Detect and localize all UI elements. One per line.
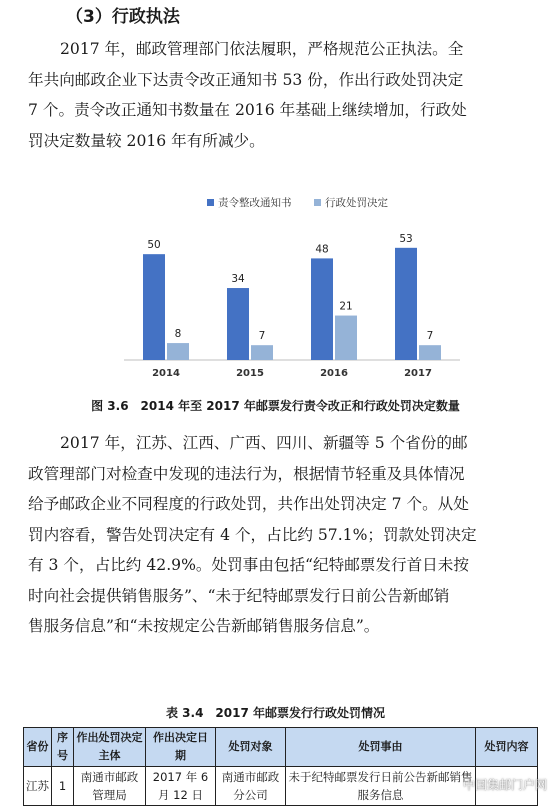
- x-tick-label: 2014: [152, 368, 180, 379]
- header-content: 处罚内容: [476, 728, 538, 767]
- paragraph-line: 有 3 个，占比约 42.9%。处罚事由包括“纪特邮票发行首日未按: [28, 556, 469, 574]
- data-label: 8: [174, 328, 182, 341]
- data-label: 53: [399, 232, 413, 245]
- x-tick-label: 2017: [404, 368, 432, 379]
- data-label: 7: [426, 330, 434, 343]
- table-header-row: [24, 728, 538, 767]
- data-label: 34: [231, 273, 245, 286]
- cell-target: 南通市邮政分公司: [216, 767, 286, 806]
- header-reason: 处罚事由: [286, 728, 476, 767]
- paragraph-line: 罚决定数量较 2016 年有所减少。: [28, 131, 265, 150]
- cell-reason: 未于纪特邮票发行日前公告新邮销售服务信息: [286, 767, 476, 806]
- x-tick-label: 2015: [236, 368, 264, 379]
- paragraph-line: 7 个。责令改正通知书数量在 2016 年基础上继续增加，行政处: [28, 101, 467, 119]
- bar: [143, 254, 165, 360]
- legend-label: 行政处罚决定: [325, 197, 388, 209]
- cell-index: 1: [52, 767, 74, 806]
- table-row: [24, 767, 538, 806]
- header-date: 作出决定日期: [146, 728, 216, 767]
- paragraph-line: 2017 年，邮政管理部门依法履职，严格规范公正执法。全: [60, 40, 464, 58]
- cell-issuer: 南通市邮政管理局: [74, 767, 146, 806]
- penalty-paragraph: [28, 428, 528, 642]
- cell-province: 江苏: [24, 767, 52, 806]
- legend-label: 责令整改通知书: [218, 197, 292, 209]
- data-label: 50: [147, 239, 161, 252]
- table-caption: 表 3.4 2017 年邮票发行行政处罚情况: [165, 706, 385, 720]
- bar: [311, 258, 333, 360]
- bar-chart: [0, 188, 551, 388]
- data-label: 7: [258, 330, 266, 343]
- paragraph-line: 罚内容看，警告处罚决定有 4 个，占比约 57.1%；罚款处罚决定: [28, 525, 477, 544]
- header-index: 序号: [52, 728, 74, 767]
- header-issuer: 作出处罚决定主体: [74, 728, 146, 767]
- bar: [395, 248, 417, 360]
- figure-caption: 图 3.6 2014 年至 2017 年邮票发行责令改正和行政处罚决定数量: [91, 399, 460, 413]
- data-label: 21: [339, 300, 353, 313]
- bar: [335, 316, 357, 360]
- intro-paragraph: [28, 34, 528, 156]
- paragraph-line: 时向社会提供销售服务”、“未于纪特邮票发行日前公告新邮销: [28, 586, 450, 605]
- bar: [227, 288, 249, 360]
- paragraph-line: 2017 年，江苏、江西、广西、四川、新疆等 5 个省份的邮: [60, 434, 468, 452]
- bar: [167, 343, 189, 360]
- legend-swatch: [207, 199, 214, 206]
- paragraph-line: 年共向邮政企业下达责令改正通知书 53 份，作出行政处罚决定: [28, 70, 464, 89]
- penalty-table: [23, 727, 538, 806]
- header-target: 处罚对象: [216, 728, 286, 767]
- data-label: 48: [315, 243, 329, 256]
- bar: [419, 345, 441, 360]
- bar: [251, 345, 273, 360]
- header-province: 省份: [24, 728, 52, 767]
- cell-date: 2017 年 6 月 12 日: [146, 767, 216, 806]
- section-heading: （3）行政执法: [66, 7, 180, 27]
- paragraph-line: 售服务信息”和“未按规定公告新邮销售服务信息”。: [28, 617, 380, 635]
- paragraph-line: 给予邮政企业不同程度的行政处罚，共作出处罚决定 7 个。从处: [28, 495, 469, 513]
- legend-swatch: [314, 199, 321, 206]
- watermark: 中国集邮门户网: [462, 778, 547, 792]
- x-tick-label: 2016: [320, 368, 348, 379]
- paragraph-line: 政管理部门对检查中发现的违法行为，根据情节轻重及具体情况: [28, 464, 465, 483]
